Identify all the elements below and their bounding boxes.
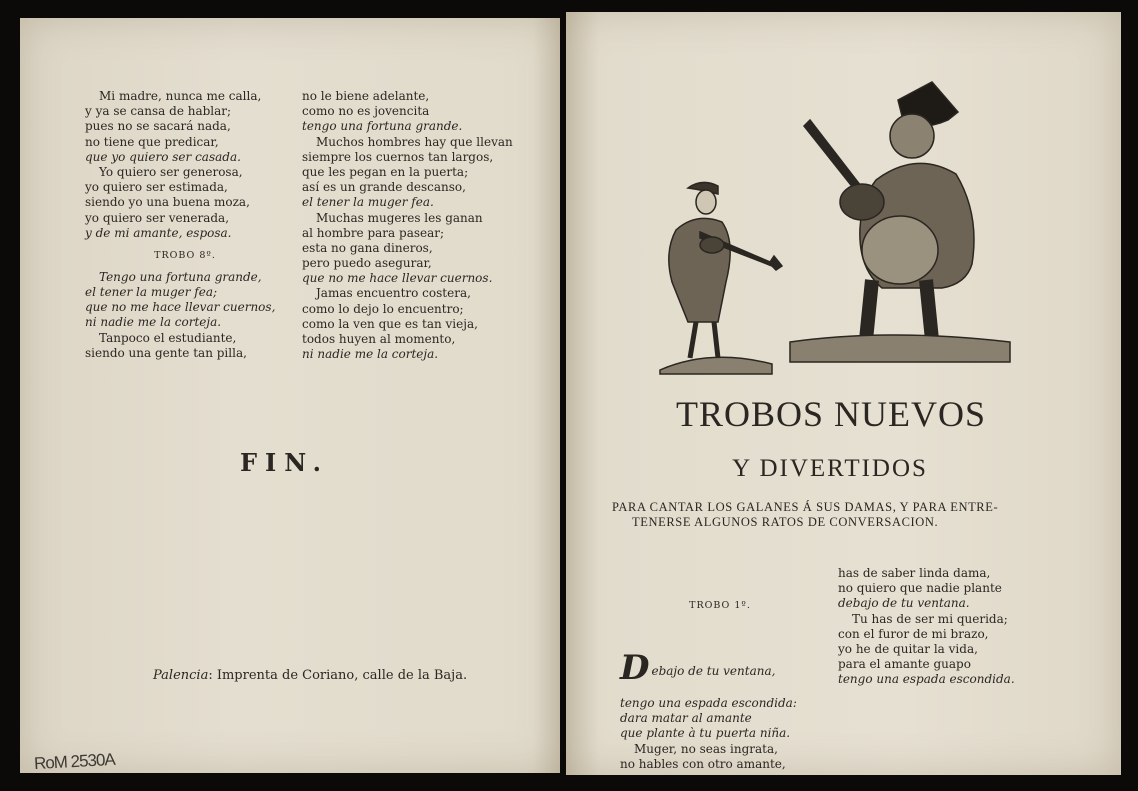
verse-line: Tu has de ser mi querida; xyxy=(852,611,1008,626)
verse-line: todos huyen al momento, xyxy=(302,332,456,346)
verse-line: que no me hace llevar cuernos, xyxy=(85,300,276,315)
verse-line: que plante à tu puerta niña. xyxy=(620,726,791,741)
verse-line: pero puedo asegurar, xyxy=(302,256,432,271)
verse-line: no tiene que predicar, xyxy=(85,134,219,149)
verse-line: que les pegan en la puerta; xyxy=(302,164,469,179)
left-column-2 xyxy=(302,89,522,362)
verse-line: así es un grande descanso, xyxy=(302,180,466,195)
verse-line: yo quiero ser venerada, xyxy=(85,210,230,225)
verse-line: y de mi amante, esposa. xyxy=(85,225,232,240)
verse-line: Tengo una fortuna grande, xyxy=(99,269,262,284)
verse-line: yo quiero ser estimada, xyxy=(85,180,228,195)
verse-line: Muchos hombres hay que llevan xyxy=(316,134,513,149)
verse-line: Mi madre, nunca me calla, xyxy=(99,89,262,103)
verse-line: debajo de tu ventana. xyxy=(838,596,970,611)
subtitle: Y DIVERTIDOS xyxy=(732,455,928,482)
verse-line: siempre los cuernos tan largos, xyxy=(302,149,494,164)
verse-line: que yo quiero ser casada. xyxy=(85,149,241,164)
verse-line: siendo yo una buena moza, xyxy=(85,195,250,210)
verse-line: para el amante guapo xyxy=(838,657,971,672)
verse-line: tengo una espada escondida: xyxy=(620,696,797,711)
right-column-1 xyxy=(620,561,820,772)
verse-line: tengo una espada escondida. xyxy=(838,672,1015,687)
verse-line: Muger, no seas ingrata, xyxy=(634,741,778,756)
fin-label: FIN. xyxy=(240,448,330,477)
verse-line: dara matar al amante xyxy=(620,711,752,726)
imprint-city: Palencia xyxy=(153,668,209,683)
trobo-8-heading: TROBO 8º. xyxy=(154,249,216,261)
man-with-guitar-icon xyxy=(660,182,782,374)
man-in-top-hat-with-guitar-icon xyxy=(790,82,1010,362)
verse-line: el tener la muger fea. xyxy=(302,195,434,210)
verse-line: Tanpoco el estudiante, xyxy=(99,330,237,345)
verse-line: como lo dejo lo encuentro; xyxy=(302,301,464,316)
tagline-line-1: PARA CANTAR LOS GALANES Á SUS DAMAS, Y PARA ENTRE- xyxy=(612,500,999,514)
verse-line: no hables con otro amante, xyxy=(620,756,786,771)
verse-line: pues no se sacará nada, xyxy=(85,119,231,134)
first-verse-text: ebajo de tu ventana, xyxy=(651,663,776,678)
verse-line: esta no gana dineros, xyxy=(302,240,433,255)
imprint-line xyxy=(153,668,467,683)
verse-line: al hombre para pasear; xyxy=(302,225,445,240)
verse-line: con el furor de mi brazo, xyxy=(838,626,989,641)
tagline-line-2: TENERSE ALGUNOS RATOS DE CONVERSACION. xyxy=(632,515,939,529)
verse-line: no le biene adelante, xyxy=(302,89,430,103)
verse-line: Yo quiero ser generosa, xyxy=(99,164,243,179)
verse-line: yo he de quitar la vida, xyxy=(838,641,978,656)
verse-line: siendo una gente tan pilla, xyxy=(85,345,247,360)
verse-line: ni nadie me la corteja. xyxy=(85,315,222,330)
left-column-1 xyxy=(85,89,285,361)
main-title: TROBOS NUEVOS xyxy=(675,394,987,434)
verse-line: tengo una fortuna grande. xyxy=(302,119,463,134)
imprint-text: : Imprenta de Coriano, calle de la Baja. xyxy=(208,668,468,683)
first-verse-line xyxy=(620,647,820,688)
verse-line: como no es jovencita xyxy=(302,104,430,119)
verse-line: y ya se cansa de hablar; xyxy=(85,104,232,119)
right-column-2 xyxy=(838,566,1038,688)
verse-line: Jamas encuentro costera, xyxy=(316,286,471,301)
verse-line: has de saber linda dama, xyxy=(838,566,991,580)
verse-line: ni nadie me la corteja. xyxy=(302,347,439,362)
woodcut-illustration xyxy=(640,80,1020,380)
tagline xyxy=(612,500,1052,530)
verse-line: no quiero que nadie plante xyxy=(838,581,1002,596)
verse-line: que no me hace llevar cuernos. xyxy=(302,271,493,286)
trobo-1-heading: TROBO 1º. xyxy=(689,600,751,612)
library-stamp: RoM 2530A xyxy=(33,749,116,774)
drop-cap: D xyxy=(620,647,650,688)
verse-line: Muchas mugeres les ganan xyxy=(316,210,483,225)
verse-line: el tener la muger fea; xyxy=(85,285,218,300)
verse-line: como la ven que es tan vieja, xyxy=(302,316,478,331)
